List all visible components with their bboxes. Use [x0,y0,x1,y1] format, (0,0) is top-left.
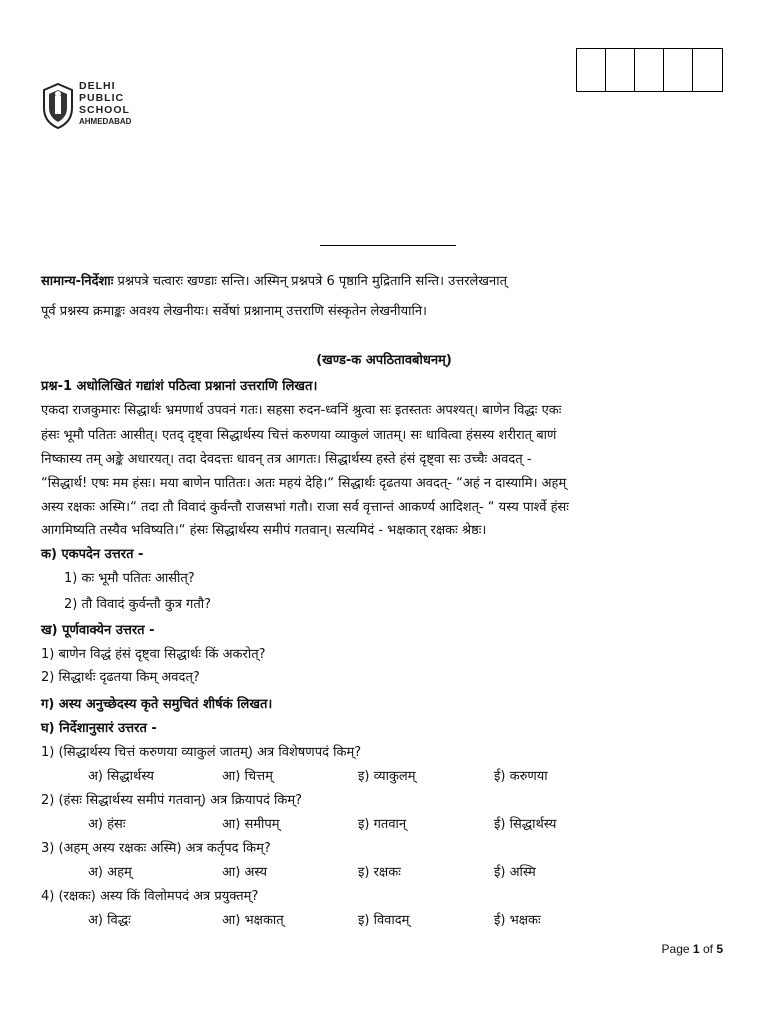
instructions-line-2: पूर्व प्रश्नस्य क्रमाङ्कः अवश्य लेखनीयः। सर्वेषां प्रश्नानाम् उत्तराणि संस्कृतेन लेखनीयानि। [41,304,427,319]
logo-line-3: SCHOOL [79,104,130,116]
passage-line: “सिद्धार्थ! एषः मम हंसः। मया बाणेन पातितः। अतः महयं देहि।“ सिद्धार्थः दृढतया अवदत्- “अहं न दास्यामि। अहम् [41,476,567,491]
gha-2-option-aa: आ) समीपम् [222,817,280,832]
gha-question-4: 4) (रक्षकः) अस्य किं विलोमपदं अत्र प्रयुक्तम्? [41,889,259,904]
roll-box[interactable] [664,49,693,91]
page-total: 5 [716,942,723,956]
logo-wordmark [79,80,131,128]
gha-2-option-a: अ) हंसः [88,817,126,832]
section-title: (खण्ड-क अपठितावबोधनम्) [316,353,452,368]
part-ka-heading: क) एकपदेन उत्तरत - [41,547,144,562]
gha-3-option-i: इ) रक्षकः [358,865,401,880]
instructions-text-1: प्रश्नपत्रे चत्वारः खण्डाः सन्ति। अस्मिन् प्रश्नपत्रे 6 पृष्ठानि मुद्रितानि सन्ति। उत्तरलेखनात् [113,274,508,289]
roll-box[interactable] [577,49,606,91]
school-logo [41,80,136,132]
page-word: Page [661,942,690,956]
gha-1-option-ii: ई) करुणया [494,769,548,784]
gha-4-option-ii: ई) भक्षकः [494,913,541,928]
question-1-heading: प्रश्न-1 अधोलिखितं गद्यांशं पठित्वा प्रश्नानां उत्तराणि लिखत। [41,379,318,394]
gha-2-option-ii: ई) सिद्धार्थस्य [494,817,557,832]
title-underline [320,245,456,246]
gha-4-option-i: इ) विवादम् [358,913,410,928]
part-ka-question-1: 1) कः भूमौ पतितः आसीत्? [64,571,195,586]
passage-line: एकदा राजकुमारः सिद्धार्थः भ्रमणार्थ उपवनं गतः। सहसा रुदन-ध्वनिं श्रुत्वा सः इतस्ततः अपश्यत्। बाणेन विद्धः एकः [41,403,562,418]
part-kha-question-2: 2) सिद्धार्थः दृढतया किम् अवदत्? [41,670,200,685]
roll-number-boxes [576,48,723,92]
part-ka-question-2: 2) तौ विवादं कुर्वन्तौ कुत्र गतौ? [64,597,212,612]
logo-line-2: PUBLIC [79,92,125,104]
logo-line-4: AHMEDABAD [79,117,132,126]
gha-3-option-ii: ई) अस्मि [494,865,536,880]
roll-box[interactable] [635,49,664,91]
part-kha-heading: ख) पूर्णवाक्येन उत्तरत - [41,623,155,638]
gha-1-option-aa: आ) चित्तम् [222,769,273,784]
instructions-line-1 [41,273,507,291]
gha-3-option-aa: आ) अस्य [222,865,268,880]
gha-1-option-a: अ) सिद्धार्थस्य [88,769,154,784]
passage-line: निष्कास्य तम् अङ्के अधारयत्। तदा देवदत्तः धावन् तत्र आगतः। सिद्धार्थस्य हस्ते हंसं दृष्ट्वा सः उच्चैः अवदत् - [41,452,532,467]
page-current: 1 [692,942,700,956]
gha-4-option-aa: आ) भक्षकात् [222,913,284,928]
school-crest-icon [41,82,75,130]
roll-box[interactable] [693,49,722,91]
logo-line-1: DELHI [79,80,116,92]
gha-1-option-i: इ) व्याकुलम् [358,769,416,784]
instructions-label: सामान्य-निर्देशाः [41,274,114,289]
passage-line: हंसः भूमौ पतितः आसीत्। एतद् दृष्ट्वा सिद्धार्थस्य चित्तं करुणया व्याकुलं जातम्। सः धावित्वा हंसस्य शरीरात् बाणं [41,428,557,443]
gha-question-1: 1) (सिद्धार्थस्य चित्तं करुणया व्याकुलं जातम्) अत्र विशेषणपदं किम्? [41,745,362,760]
passage-line: आगमिष्यति तस्यैव भविष्यति।“ हंसः सिद्धार्थस्य समीपं गतवान्। सत्यमिदं - भक्षकात् रक्षकः श्रेष्ठः। [41,523,487,538]
gha-2-option-i: इ) गतवान् [358,817,407,832]
part-gha-heading: घ) निर्देशानुसारं उत्तरत - [41,721,157,736]
page-of-word: of [702,942,713,956]
part-kha-question-1: 1) बाणेन विद्धं हंसं दृष्ट्वा सिद्धार्थः किं अकरोत्? [41,647,266,662]
gha-3-option-a: अ) अहम् [88,865,132,880]
roll-box[interactable] [606,49,635,91]
gha-question-2: 2) (हंसः सिद्धार्थस्य समीपं गतवान्) अत्र क्रियापदं किम्? [41,793,303,808]
part-ga-heading: ग) अस्य अनुच्छेदस्य कृते समुचितं शीर्षकं लिखत। [41,697,273,712]
page-number [662,942,723,956]
gha-4-option-a: अ) विद्धः [88,913,131,928]
passage-line: अस्य रक्षकः अस्मि।“ तदा तौ विवादं कुर्वन्तौ राजसभां गतौ। राजा सर्व वृत्तान्तं आकर्ण्य आदिशत्- “ यस्य पार्श्वे हंसः [41,500,569,515]
gha-question-3: 3) (अहम् अस्य रक्षकः अस्मि) अत्र कर्तृपद किम्? [41,841,271,856]
